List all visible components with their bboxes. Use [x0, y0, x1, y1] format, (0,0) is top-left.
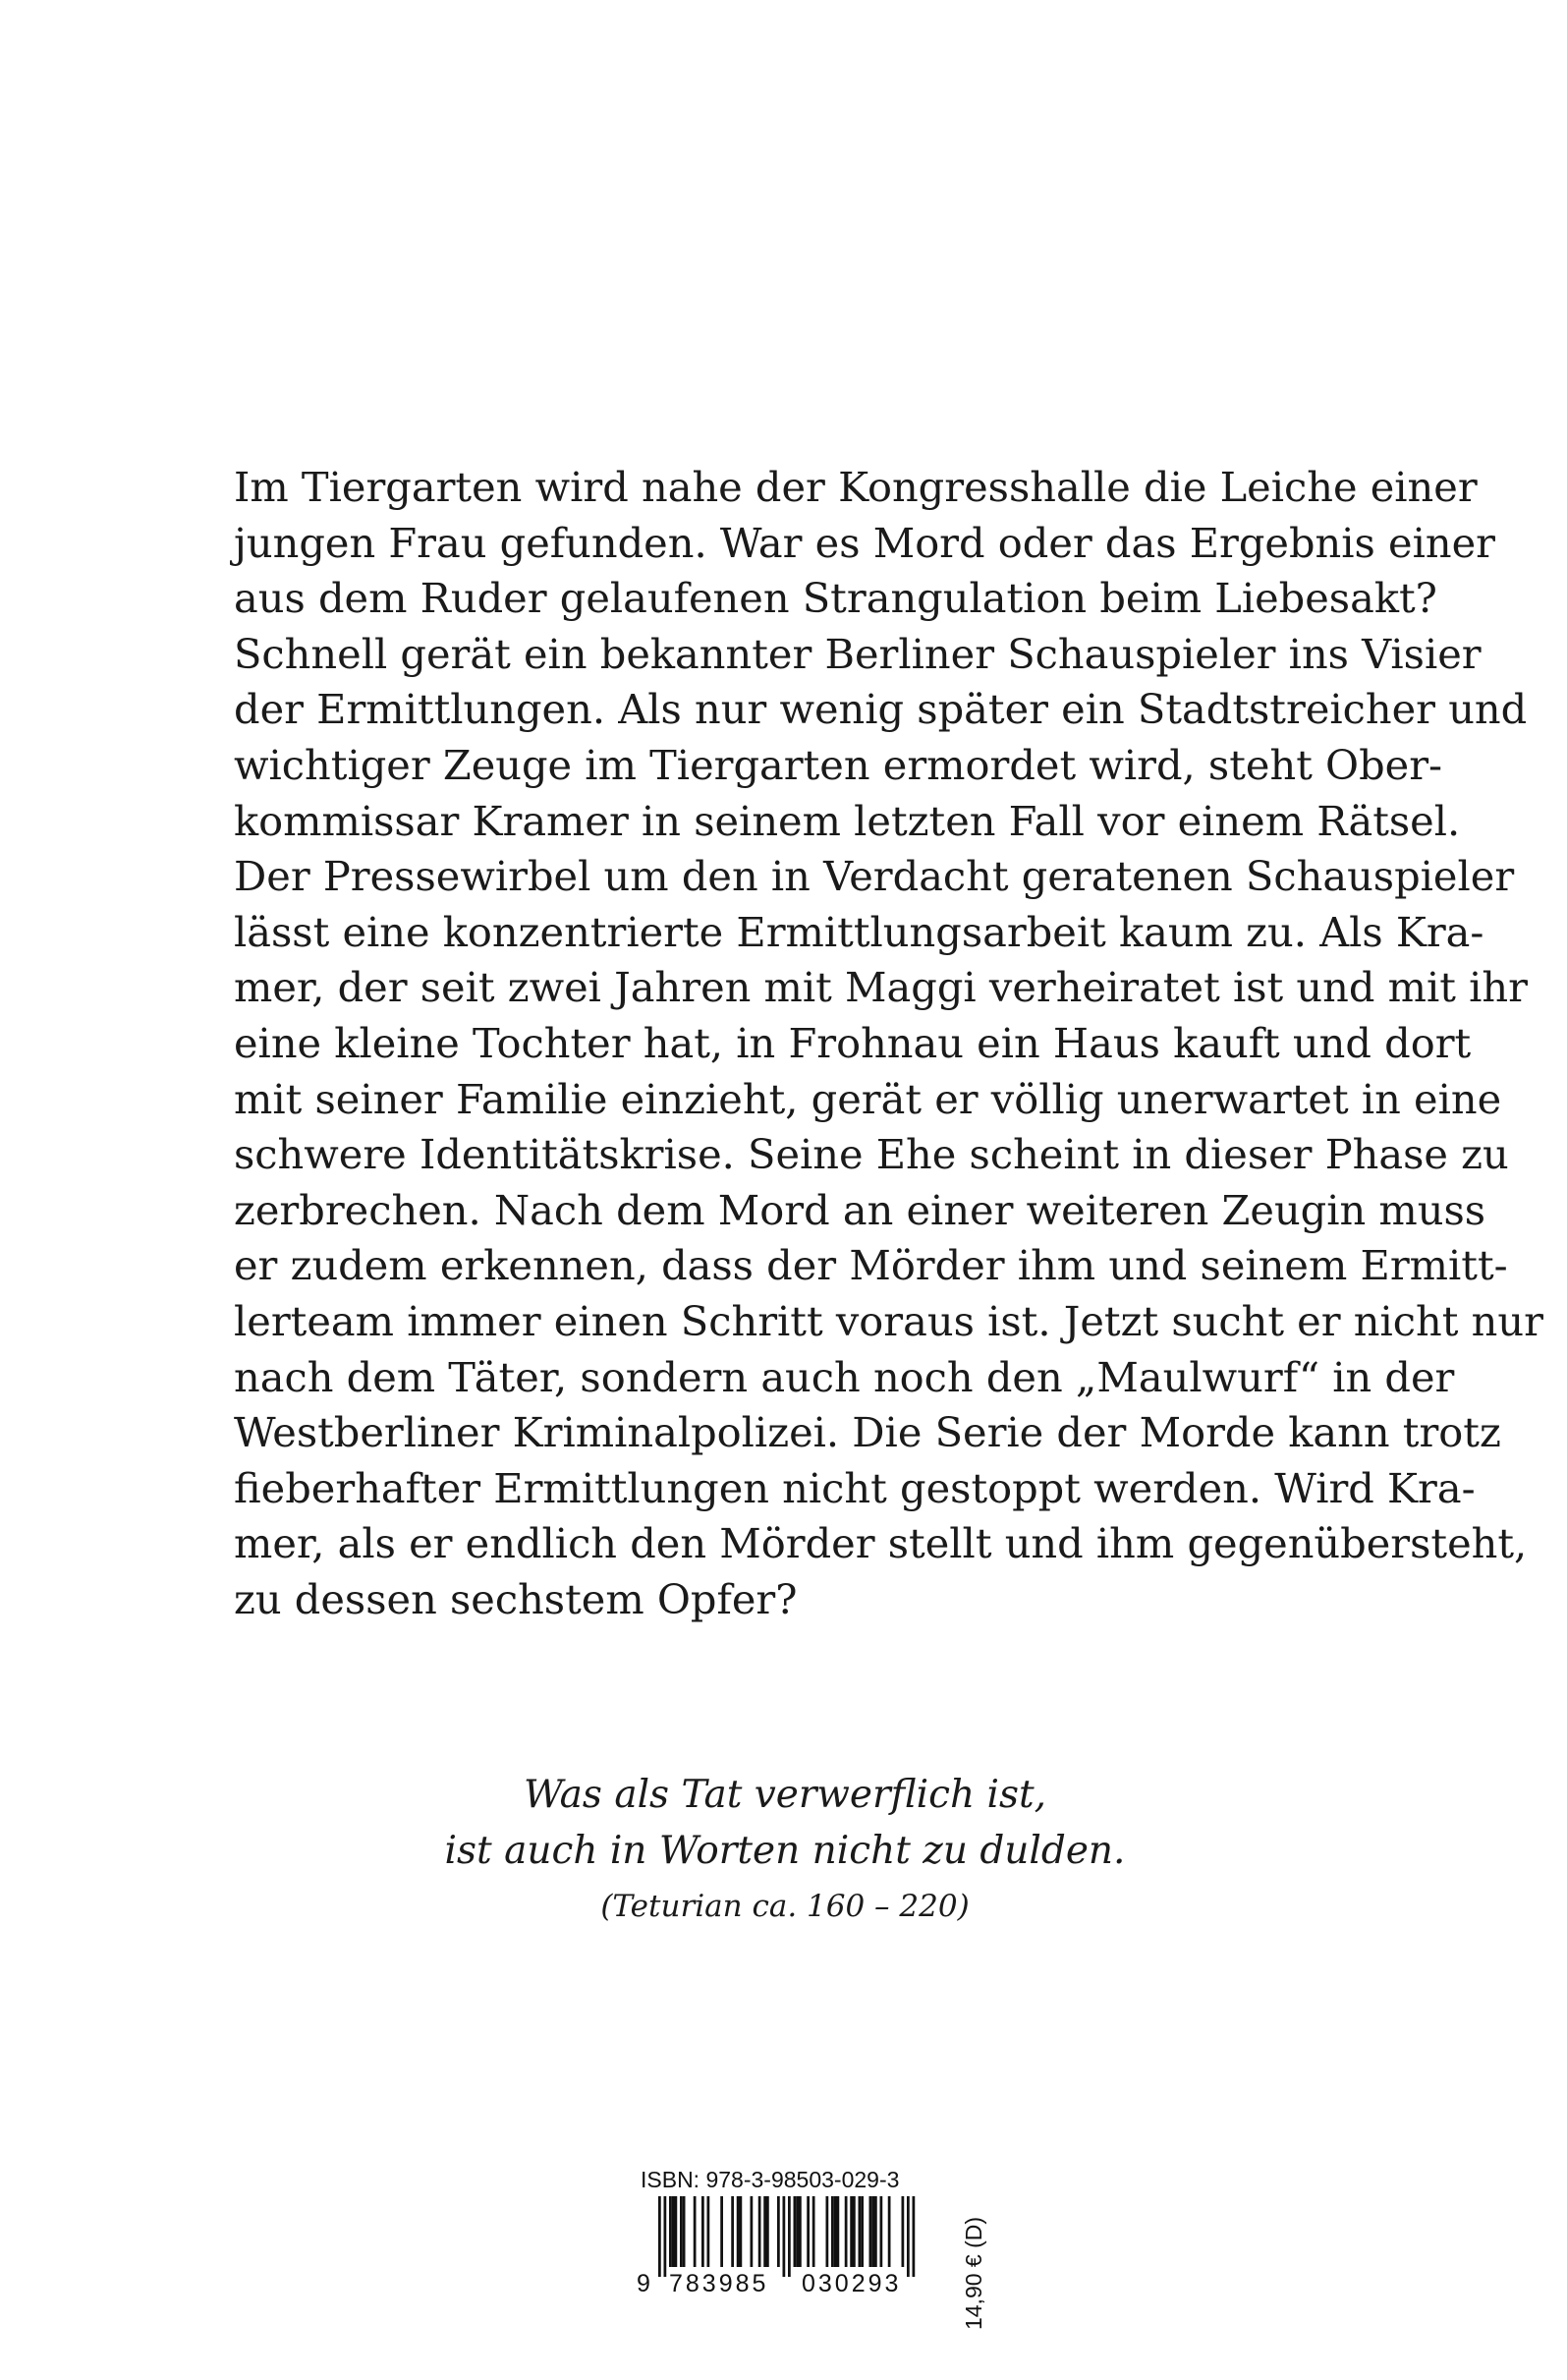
epigraph-quote: [234, 1767, 1336, 1928]
barcode-digit-first: 9: [637, 2270, 650, 2297]
barcode-bar: [834, 2196, 837, 2267]
quote-source: (Teturian ca. 160 – 220): [600, 1889, 970, 1924]
barcode-bar: [853, 2196, 856, 2267]
blurb-line: er zudem erkennen, dass der Mörder ihm und seinem Ermitt-: [234, 1241, 1508, 1290]
barcode-bar: [807, 2196, 810, 2267]
barcode-bar: [907, 2196, 910, 2277]
blurb-line: mer, als er endlich den Mörder stellt und ihm gegenübersteht,: [234, 1519, 1528, 1568]
barcode-bar: [680, 2196, 683, 2267]
barcode-bar: [788, 2196, 791, 2277]
barcode-bar: [737, 2196, 740, 2267]
barcode-bar: [812, 2196, 815, 2267]
barcode-bar: [837, 2196, 840, 2267]
barcode-bar: [720, 2196, 723, 2267]
barcode-bar: [740, 2196, 743, 2267]
quote-line-2: ist auch in Worten nicht zu dulden.: [444, 1829, 1126, 1873]
barcode-bar: [672, 2196, 675, 2267]
blurb-text: [234, 460, 1543, 1627]
blurb-line: Schnell gerät ein bekannter Berliner Schauspieler ins Visier: [234, 629, 1482, 678]
barcode-bar: [850, 2196, 853, 2267]
barcode-bar: [913, 2196, 916, 2277]
barcode-bar: [777, 2196, 780, 2267]
barcode-bar: [799, 2196, 802, 2267]
blurb-line: Westberliner Kriminalpolizei. Die Serie der Morde kann trotz: [234, 1408, 1501, 1457]
blurb-line: fieberhafter Ermittlungen nicht gestoppt werden. Wird Kra-: [234, 1463, 1476, 1512]
barcode-bars: [637, 2196, 941, 2277]
blurb-line: lässt eine konzentrierte Ermittlungsarbeit kaum zu. Als Kra-: [234, 907, 1484, 956]
blurb-line: zerbrechen. Nach dem Mord an einer weiteren Zeugin muss: [234, 1185, 1486, 1234]
isbn-label: ISBN: 978-3-98503-029-3: [641, 2167, 900, 2192]
barcode-bar: [731, 2196, 734, 2267]
blurb-line: mer, der seit zwei Jahren mit Maggi verheiratet ist und mit ihr: [234, 963, 1528, 1012]
blurb-line: zu dessen sechstem Opfer?: [234, 1574, 798, 1623]
barcode-bar: [845, 2196, 848, 2267]
barcode-bar: [658, 2196, 661, 2277]
barcode-bar: [859, 2196, 862, 2267]
barcode-bar: [880, 2196, 883, 2267]
barcode-bar: [675, 2196, 678, 2267]
barcode-bar: [826, 2196, 829, 2267]
blurb-line: kommissar Kramer in seinem letzten Fall vor einem Rätsel.: [234, 796, 1461, 845]
barcode-bar: [796, 2196, 799, 2267]
barcode-bar: [701, 2196, 704, 2267]
blurb-line: Im Tiergarten wird nahe der Kongresshalle die Leiche einer: [234, 463, 1478, 511]
barcode-bar: [794, 2196, 797, 2267]
isbn-barcode: [637, 2167, 961, 2314]
price-label: 14,90 € (D): [961, 2216, 987, 2331]
barcode-bar: [831, 2196, 834, 2267]
barcode-bar: [707, 2196, 710, 2267]
barcode-bar: [763, 2196, 766, 2267]
blurb-line: nach dem Täter, sondern auch noch den „Maulwurf“ in der: [234, 1352, 1455, 1401]
blurb-line: schwere Identitätskrise. Seine Ehe scheint in dieser Phase zu: [234, 1130, 1509, 1179]
blurb-line: aus dem Ruder gelaufenen Strangulation beim Liebesakt?: [234, 574, 1437, 623]
barcode-digits-right: 030293: [802, 2270, 902, 2297]
barcode-bar: [664, 2196, 667, 2277]
barcode-bar: [751, 2196, 754, 2267]
barcode-digits-left: 783985: [669, 2270, 769, 2297]
blurb-line: jungen Frau gefunden. War es Mord oder das Ergebnis einer: [234, 518, 1495, 567]
barcode-bar: [871, 2196, 874, 2267]
barcode-bar: [783, 2196, 786, 2277]
barcode-bar: [683, 2196, 686, 2267]
blurb-line: der Ermittlungen. Als nur wenig später ein Stadtstreicher und: [234, 685, 1528, 734]
barcode-bar: [888, 2196, 891, 2267]
blurb-line: Der Pressewirbel um den in Verdacht geratenen Schauspieler: [234, 852, 1515, 901]
barcode-bar: [869, 2196, 872, 2267]
barcode-bar: [669, 2196, 672, 2267]
barcode-bar: [758, 2196, 761, 2267]
barcode-bar: [861, 2196, 864, 2267]
quote-line-1: Was als Tat verwerflich ist,: [523, 1773, 1047, 1817]
barcode-bar: [874, 2196, 877, 2267]
blurb-line: mit seiner Familie einzieht, gerät er völlig unerwartet in eine: [234, 1074, 1502, 1123]
barcode-bar: [766, 2196, 769, 2267]
barcode-bar: [694, 2196, 697, 2267]
blurb-line: wichtiger Zeuge im Tiergarten ermordet wird, steht Ober-: [234, 740, 1443, 789]
barcode-digits: [637, 2269, 933, 2298]
barcode-bar: [902, 2196, 905, 2267]
blurb-line: lerteam immer einen Schritt voraus ist. Jetzt sucht er nicht nur: [234, 1296, 1543, 1345]
blurb-line: eine kleine Tochter hat, in Frohnau ein Haus kauft und dort: [234, 1018, 1472, 1067]
